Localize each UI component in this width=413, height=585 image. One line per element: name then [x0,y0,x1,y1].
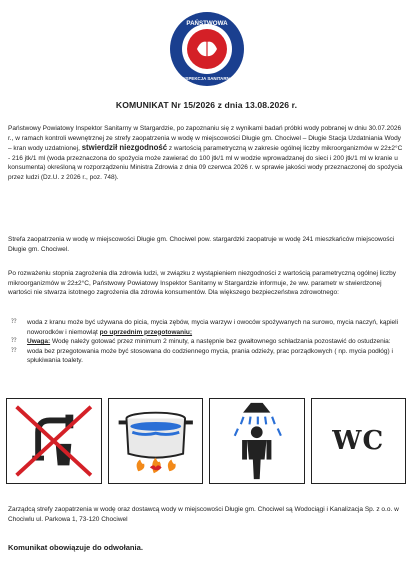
inspection-logo-icon [168,10,246,88]
shower-icon [209,398,305,484]
list-item [8,318,406,337]
finding-strong: stwierdził niezgodność [81,143,168,153]
findings-start: Państwowy Powiatowy Inspektor Sanitarny w Stargardzie, po zapoznaniu się z wynikami badań próbki wody pobranej w dniu 30.07.2026 r., w ramach kontroli wewnętrznej ze strefy zaopatrzenia w wodę w miejscowości Długie gm. Chociwel – Długie Stacja Uzdatniania Wody – kran wody uzdatnionej, [8,125,402,153]
logo-emblem [168,10,246,88]
paragraph-supply-zone: Strefa zaopatrzenia w wodę w miejscowości Długie gm. Chociwel pow. stargardzki zaopatruje w wodę 241 mieszkańców miejscowości Długie gm. Chociwel. [8,236,395,253]
list-item [8,347,406,366]
logo-text-bottom: INSPEKCJA SANITARNA [181,76,233,81]
wc-sign [311,398,407,484]
bullet-mark: ⁇ [11,347,17,354]
no-drinking-tap-icon [6,398,102,484]
paragraph-findings [8,124,406,183]
bullet-strong: po uprzednim przegotowaniu; [99,328,193,336]
paragraph-operator: Zarządcą strefy zaopatrzenia w wodę oraz dostawcą wody w miejscowości Długie gm. Chociwel są Wodociągi i Kanalizacja Sp. z o.o. w Chociwlu ul. Parkowa 1, 73-120 Chociwel [8,506,399,523]
findings-rest: z wartością parametryczną w zakresie ogólnej liczby mikroorganizmów w 22±2°C - 216 jtk/1 ml (woda przeznaczona do spożycia może zawierać do 100 jtk/1 ml w wodzie wprowadzanej do sieci i 200 jtk/1 ml w kranie u konsumenta) określoną w rozporządzeniu Ministra Zdrowia z dnia 09 czerwca 2026 r. w sprawie jakości wody przeznaczonej do spożycia przez ludzi (Dz.U. z 2026 r., poz. 748). [8,145,403,181]
wc-label: WC [332,426,385,456]
document-title: KOMUNIKAT Nr 15/2026 z dnia 13.08.2026 r. [115,100,298,110]
recommendations-list [8,318,406,366]
warning-label: Uwaga: [27,338,51,346]
bullet-text: woda bez przegotowania może być stosowana do codziennego mycia, prania odzieży, prac porządkowych ( np. mycia podłóg) i spłukiwania toalety. [27,347,393,365]
bullet-text: woda z kranu może być używana do picia, mycia zębów, mycia warzyw i owoców spożywanych na surowo, mycia naczyń, kąpieli noworodków i niemowląt [27,319,399,336]
logo-text-top: PAŃSTWOWA [186,20,228,27]
bullet-text: Wodę należy gotować przez minimum 2 minuty, a następnie bez gwałtownego schładzania pozostawić do ostudzenia: [51,338,391,346]
list-item [8,337,406,347]
validity-note: Komunikat obowiązuje do odwołania. [8,543,144,552]
pictogram-row [6,398,406,484]
boiling-pot-icon [108,398,204,484]
paragraph-assessment: Po rozważeniu stopnia zagrożenia dla zdrowia ludzi, w związku z wystąpieniem niezgodności z wartością parametryczną ogólnej liczby mikroorganizmów w 22±2°C, Państwowy Powiatowy Inspektor Sanitarny w Stargardzie informuje, że ww. parametr w stwierdzonej wartości nie stwarza istotnego zagrożenia dla zdrowia konsumentów. Dla większego bezpieczeństwa zdrowotnego: [8,270,397,297]
bullet-mark: ⁇ [11,319,17,325]
bullet-mark: ⁇ [11,338,17,345]
